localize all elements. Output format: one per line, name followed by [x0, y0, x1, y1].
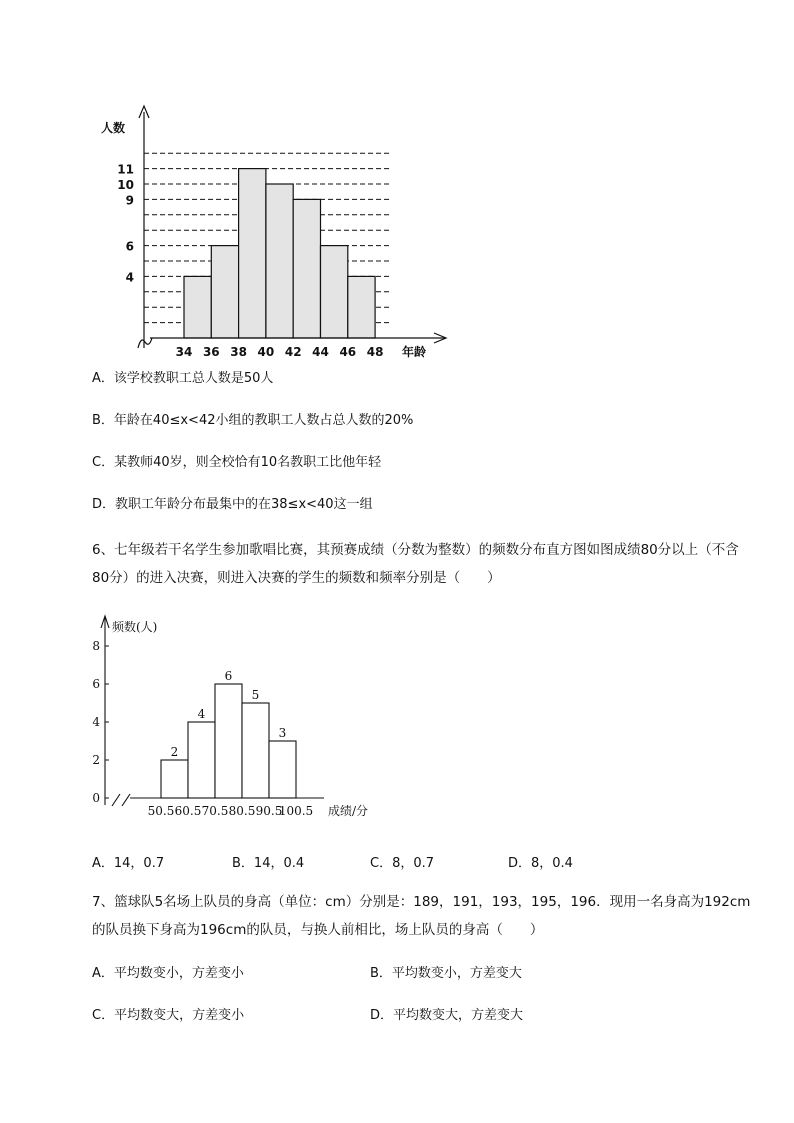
chart2-ytick-label: 8 — [92, 639, 100, 653]
chart2-bar — [242, 703, 269, 798]
chart1-xtick-label: 46 — [339, 345, 357, 359]
chart2-xtick-label: 100.5 — [278, 804, 314, 818]
q6-option-c: C．8，0.7 — [370, 856, 435, 871]
chart2-xtick-label: 60.5 — [174, 804, 202, 818]
chart2-bar-value-label: 6 — [224, 669, 233, 683]
chart1-bar — [184, 276, 211, 338]
q5-option-b: B．年龄在40≤x<42小组的教职工人数占总人数的20% — [92, 413, 414, 428]
chart2-ytick-label: 0 — [92, 791, 100, 805]
chart2-bar — [269, 741, 296, 798]
chart2-axis-break — [112, 794, 130, 806]
chart2-bar — [161, 760, 188, 798]
q6-stem: 6、七年级若干名学生参加歌唱比赛，其预赛成绩（分数为整数）的频数分布直方图如图成绩80分以上（不含80分）的进入决赛，则进入决赛的学生的频数和频率分别是（ ） — [92, 542, 739, 586]
chart1-ytick-label: 11 — [117, 162, 134, 177]
q5-option-d: D．教职工年龄分布最集中的在38≤x<40这一组 — [92, 497, 373, 512]
score-histogram — [90, 610, 390, 820]
chart1-ytick-label: 4 — [125, 270, 134, 285]
q7-option-b: B．平均数变小，方差变大 — [370, 966, 522, 981]
q5-option-c: C．某教师40岁，则全校恰有10名教职工比他年轻 — [92, 455, 382, 470]
chart2-xtick-label: 50.5 — [147, 804, 175, 818]
chart1-bar — [321, 246, 348, 338]
age-histogram — [94, 100, 464, 365]
chart2-bar — [215, 684, 242, 798]
q6-option-a: A．14，0.7 — [92, 856, 165, 871]
chart1-bar — [211, 246, 238, 338]
chart1-xtick-label: 38 — [230, 345, 247, 359]
chart1-bar — [266, 184, 293, 338]
chart1-xtick-label: 40 — [257, 345, 275, 359]
chart2-bar-value-label: 5 — [251, 688, 260, 702]
chart1-xtick-label: 48 — [366, 345, 384, 359]
chart2-bar-value-label: 3 — [278, 726, 287, 740]
q6-option-d: D．8，0.4 — [508, 856, 573, 871]
chart2-ytick-label: 6 — [92, 677, 100, 691]
chart2-ytick-label: 4 — [92, 715, 100, 729]
chart1-xtick-label: 42 — [284, 345, 302, 359]
chart2-xlabel: 成绩/分 — [328, 804, 369, 818]
chart2-xtick-label: 80.5 — [228, 804, 256, 818]
chart1-ylabel: 人数 — [101, 121, 126, 135]
q6-option-b: B．14，0.4 — [232, 856, 305, 871]
q7-option-c: C．平均数变大，方差变小 — [92, 1008, 245, 1023]
chart1-xtick-label: 44 — [312, 345, 329, 359]
chart1-bar — [239, 169, 266, 338]
chart1-axis-break — [138, 338, 152, 348]
chart1-xtick-label: 36 — [202, 345, 220, 359]
chart1-ytick-label: 9 — [125, 193, 134, 208]
chart2-ytick-label: 2 — [92, 753, 100, 767]
chart2-bar-value-label: 2 — [170, 745, 179, 759]
chart2-ylabel: 频数(人) — [112, 620, 158, 634]
chart2-xtick-label: 90.5 — [255, 804, 283, 818]
q7-stem: 7、篮球队5名场上队员的身高（单位：cm）分别是：189，191，193，195，196．现用一名身高为192cm的队员换下身高为196cm的队员，与换人前相比，场上队员的身高（ ） — [92, 894, 751, 938]
chart1-ytick-label: 10 — [117, 178, 134, 192]
chart1-ytick-label: 6 — [125, 239, 134, 254]
q5-option-a: A．该学校教职工总人数是50人 — [92, 371, 274, 386]
chart1-bar — [293, 199, 320, 338]
chart2-bar — [188, 722, 215, 798]
chart2-xtick-label: 70.5 — [201, 804, 229, 818]
q7-option-d: D．平均数变大，方差变大 — [370, 1008, 524, 1023]
q7-option-a: A．平均数变小，方差变小 — [92, 966, 244, 981]
chart1-bar — [348, 276, 375, 338]
chart1-xtick-label: 34 — [175, 345, 193, 359]
chart1-xlabel: 年龄 — [402, 345, 427, 359]
chart2-bar-value-label: 4 — [197, 707, 206, 721]
